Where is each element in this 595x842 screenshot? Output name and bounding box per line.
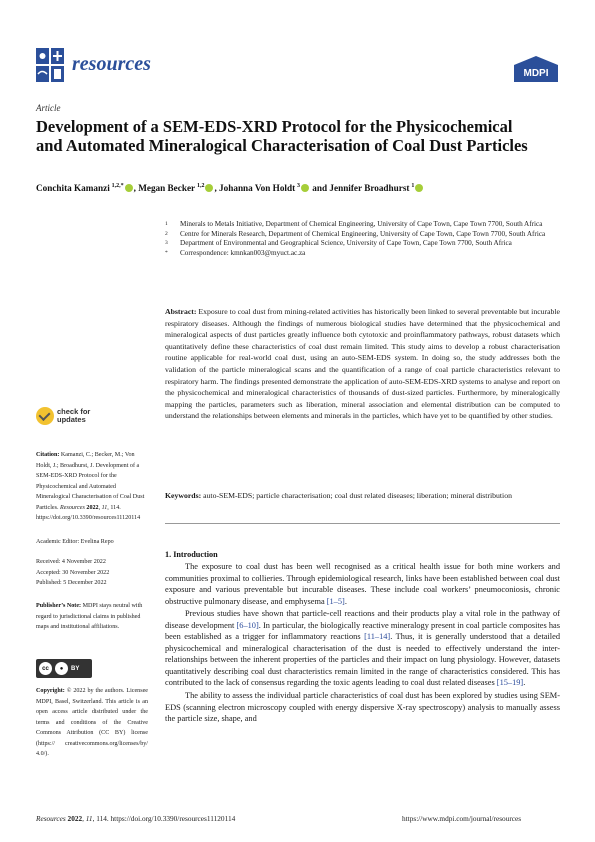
article-type: Article — [36, 103, 61, 113]
abstract-label: Abstract: — [165, 307, 197, 316]
paragraph: The ability to assess the individual particle characteristics of coal dust has been explored by studies using SEM-EDS (scanning electron microscopy coupled with energy dispersive X-ray spectroscopy) analysis to manually assess the particle size, shape, and — [165, 691, 560, 724]
academic-editor: Academic Editor: Evelina Repo — [36, 539, 114, 545]
journal-name: resources — [72, 53, 151, 75]
affiliation-item: 3 Department of Environmental and Geographical Science, University of Cape Town, Cape Town 7700, South Africa — [165, 239, 512, 248]
by-person-icon: ● — [55, 662, 68, 675]
keywords — [165, 490, 560, 502]
author-list: Conchita Kamanzi $^{1,2,*}$ , Megan Becker $^{1,2}$ , Johanna Von Holdt $^3$ and Jennifer Broadhurst $^1$ — [36, 183, 576, 193]
orcid-icon[interactable] — [125, 184, 133, 192]
affiliation-item: 1 Minerals to Metals Initiative, Department of Chemical Engineering, University of Cape Town, Cape Town 7700, South Africa — [165, 220, 543, 228]
orcid-icon[interactable] — [301, 184, 309, 192]
divider — [165, 523, 560, 524]
citation-link[interactable]: [15–19] — [496, 678, 524, 688]
author-affil-sup: 1,2,* — [111, 183, 124, 189]
orcid-icon[interactable] — [205, 184, 213, 192]
footer-citation: Resources 2022, 11, 114. https://doi.org/10.3390/resources11120114 — [36, 814, 236, 823]
citation-link[interactable]: [6–10] — [236, 620, 259, 630]
paragraph: Previous studies have shown that particle-cell reactions and their products play a vital role in the pathway of disease development [6–10]. In particular, the biologically reactive mineralogy present in coal particle composites has been established as a trigger for inflammatory reactions [11–14]. Thus, it is generally understood that a detailed physicochemical and mineralogical characterisation of the dust is needed to effectively understand the inter-relationships between the inherent properties of the particles and their impact on lung physiology. However, datasets quantitatively describing coal dust characteristics remain limited in the range of characteristics considered. This has contributed to the lack of consensus regarding the toxic agents leading to coal dust related diseases [15–19]. — [165, 609, 560, 688]
body-text — [165, 561, 560, 726]
keywords-label: Keywords: — [165, 491, 202, 500]
author-name: Jennifer Broadhurst — [329, 183, 410, 194]
published-date: Published: 5 December 2022 — [36, 580, 107, 587]
footer-journal-url[interactable]: https://www.mdpi.com/journal/resources — [402, 814, 522, 823]
affiliation-item: 2 Centre for Minerals Research, Department of Chemical Engineering, University of Cape Town, Cape Town 7700, South Africa — [165, 229, 546, 238]
keywords-text: auto-SEM-EDS; particle characterisation; coal dust related diseases; liberation; mineral distribution — [203, 491, 512, 500]
citation: Citation: Kamanzi, C.; Becker, M.; Von Holdt, J.; Broadhurst, J. Development of a SEM-EDS-XRD Protocol for the Physicochemical and Automated Mineralogical Characterisation of Coal Dust Particles. Resources 2022, 11, 114. https://doi.org/10.3390/resources11120114 — [36, 452, 145, 522]
mdpi-logo-icon — [514, 56, 558, 82]
check-for-updates-button[interactable]: check for updates — [36, 404, 106, 428]
author-affil-sup: 1,2 — [196, 183, 205, 189]
citation-link[interactable]: [11–14] — [364, 632, 391, 642]
paragraph: The exposure to coal dust has been well recognised as a critical health issue for both mine workers and communities proximal to collieries. Through epidemiological research, links have been established between coal dust exposure and various preventable but incurable diseases. These include coal workers’ pneumoconiosis, chronic obstructive pulmonary disease, and emphysema [1–5]. — [165, 562, 560, 606]
abstract-text: Exposure to coal dust from mining-related activities has historically been linked to several preventable but incurable respiratory diseases. Although the findings of numerous biological studies have determined that the physicochemical and mineralogical aspects of dust particles greatly influence both cytotoxic and proinflammatory pathways, robust datasets which quantitatively define these characteristics of coal dust remain limited. This study aims to develop a robust characterisation routine applicable for real-world coal dust, using an auto-SEM-EDS system. In doing so, the study addresses both the validation of the particle mineralogical scans and the quantification of a range of coal particle characteristics relevant to respiratory harm. The findings presented demonstrate the application of auto-SEM-EDS-XRD systems to analyse and report on the physicochemical and mineralogical characteristics of thousands of dust-sized particles. Furthermore, by mineralogically mapping the particles, parameters such as liberation, mineral association and elemental distribution can be computed to understand the relationships between elements and minerals in the particles, which have yet to be quantified by other studies. — [165, 307, 561, 421]
check-updates-icon — [36, 407, 54, 425]
citation-link[interactable]: [1–5] — [326, 596, 345, 606]
journal-logo-icon — [36, 48, 64, 82]
section-heading: 1. Introduction — [165, 550, 218, 559]
received-date: Received: 4 November 2022 — [36, 559, 106, 565]
copyright: Copyright: © 2022 by the authors. Licensee MDPI, Basel, Switzerland. This article is an open access article distributed under the terms and conditions of the Creative Commons Attribution (CC BY) license (https:// creativecommons.org/licenses/by/ 4.0/). — [36, 688, 148, 758]
affiliations — [165, 220, 555, 258]
abstract — [165, 306, 560, 422]
cc-icon: cc — [39, 662, 52, 675]
orcid-icon[interactable] — [415, 184, 423, 192]
correspondence: * Correspondence: kmnkan003@myuct.ac.za — [165, 248, 306, 257]
cc-by-license-badge[interactable]: cc ● BY — [36, 659, 92, 678]
author-name: Megan Becker — [138, 183, 196, 194]
author-affil-sup: 3 — [296, 183, 300, 189]
dates — [36, 557, 148, 589]
accepted-date: Accepted: 30 November 2022 — [36, 569, 110, 576]
article-title: Development of a SEM-EDS-XRD Protocol for the Physicochemical and Automated Mineralogical Characterisation of Coal Dust Particles — [36, 117, 528, 155]
author-name: Johanna Von Holdt — [219, 183, 296, 194]
svg-text:MDPI: MDPI — [523, 68, 549, 79]
publisher-note: Publisher’s Note: MDPI stays neutral with regard to jurisdictional claims in published maps and institutional affiliations. — [36, 603, 143, 631]
author-name: Conchita Kamanzi — [36, 183, 110, 194]
author-affil-sup: 1 — [411, 183, 415, 189]
